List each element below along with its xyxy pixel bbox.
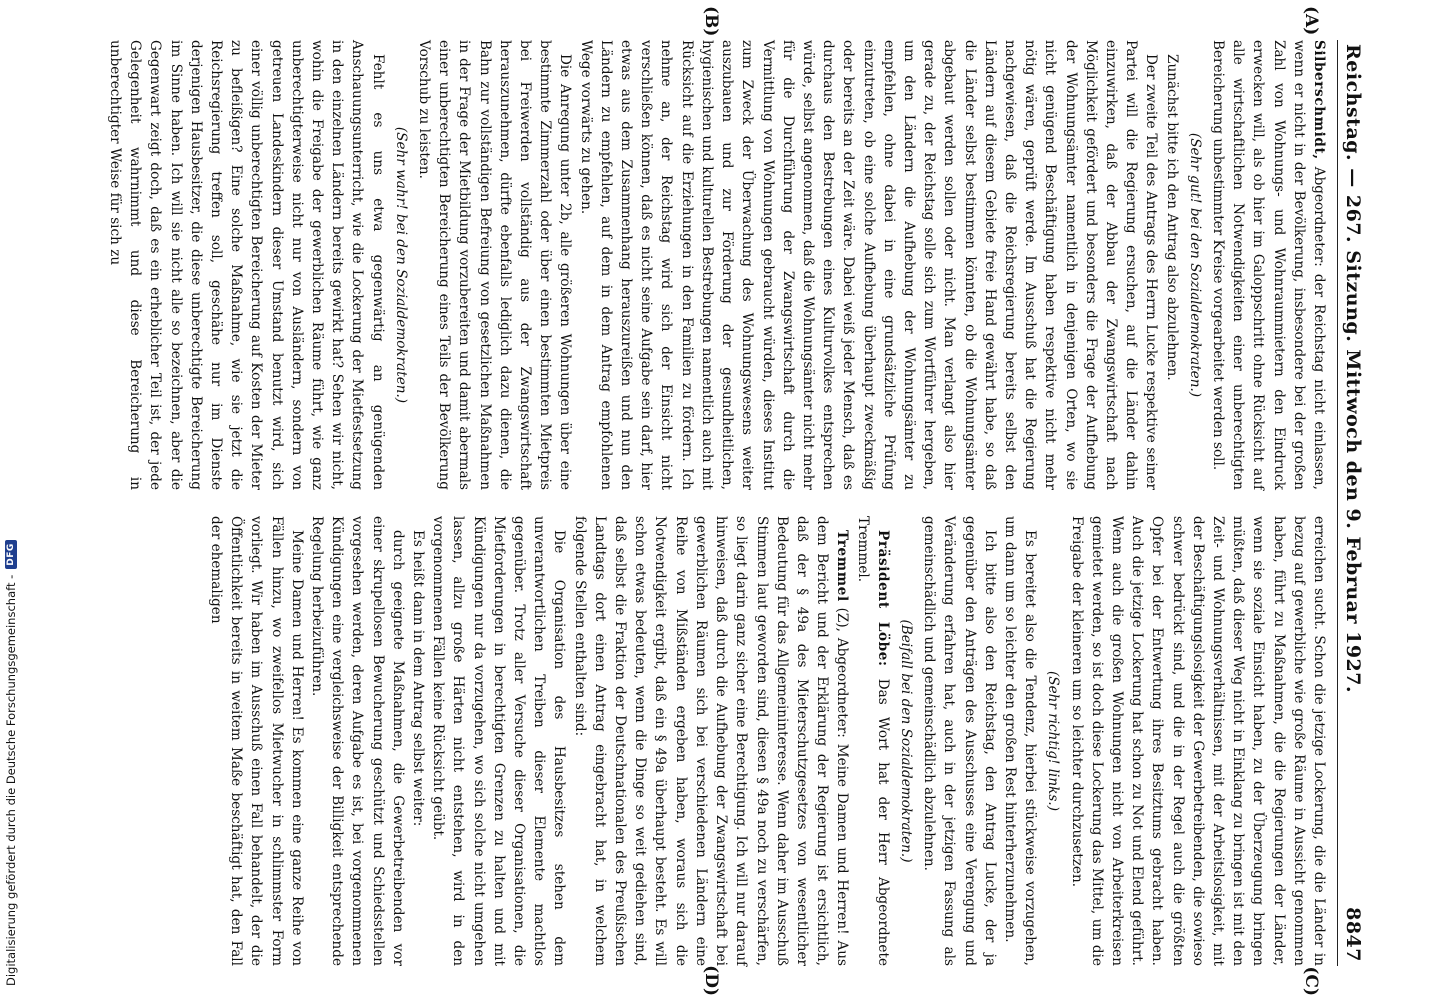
reaction: (Sehr wahr! bei den Sozialdemokraten.) (392, 126, 409, 404)
speaker-name: Präsident Löbe: (874, 530, 891, 667)
header-title: Reichstag. — 267. Sitzung. Mittwoch den 9. Februar 1927. (1342, 44, 1364, 694)
dfg-logo: DFG (5, 540, 17, 569)
speaker-name: Tremmel (834, 530, 851, 602)
left-column (107, 40, 1329, 491)
margin-mark-a: (A) (1301, 6, 1321, 36)
paragraph-text: Das Wort hat der Herr Abgeordnete Tremmel. (854, 516, 891, 966)
paragraph: Fehlt es uns etwa gegenwärtig an genügenden Anschauungsunterricht, wie die Lockerung der Mietfestsetzung in den einzelnen Ländern bereits gewirkt hat? Sehen wir nicht, wohin die Freigabe der gewerblichen Räume führt, wie ganz unberechtigterweise nicht nur von Ausländern, sondern von getreuen Landeskindern dieser Umstand benutzt wird, sich einer völlig unberechtigten Bereicherung auf Kosten der Mieter zu befleißigen? Eine solche Maßnahme, wie sie jetzt die Reichsregierung treffen soll, geschähe nur im Dienste derjenigen Hausbesitzer, die diese unberechtigte Bereicherung im Sinne haben. Ich will sie nicht alle so bezeichnen, aber die Gegenwart zeigt doch, daß es ein erheblicher Teil ist, der jede Gelegenheit wahrnimmt und diese Bereicherung in unberechtigter Weise für sich zu (107, 40, 386, 490)
speaker-role: (Z), Abgeordneter: (834, 607, 851, 738)
paragraph: erreichen sucht. Schon die jetzige Lockerung, die die Länder in bezug auf gewerbliche wie große Räume in Aussicht genommen haben, führt zu Maßnahmen, die die Regierungen der Länder, wenn sie soziale Einsicht haben, zu der Überzeugung bringen müßten, daß dieser Weg nicht in Einklang zu bringen ist mit den Zeit- und Wohnungsverhältnissen, mit der Arbeitslosigkeit, mit der Beschäftigungslosigkeit der Gewerbetreibenden, die sowieso schwer bedrückt sind, und die in der Regel auch die größten Opfer bei der Entwertung ihres Besitztums gebracht haben. Auch die jetzige Lockerung hat schon zu Not und Elend geführt. Wenn auch die großen Wohnungen nicht von Arbeiterkreisen gemietet werden, so ist doch diese Lockerung das Mittel, um die Freigabe der kleineren um so leichter durchzusetzen. (1068, 516, 1327, 966)
paragraph: durch geeignete Maßnahmen, die Gewerbetreibenden vor einer skrupellosen Bewucherung geschützt und Schiedsstellen vorgesehen werden, deren Aufgabe es ist, bei vorgenommenen Kündigungen eine vergleichsweise der Billigkeit entsprechende Regelung herbeizuführen. (309, 516, 406, 966)
paragraph-text: der Reichstag nicht einlassen, wenn er nicht in der Bevölkerung, insbesondere bei der großen Zahl von Wohnungs- und Wohnraummietern den Eindruck erwecken will, als ob hier im Galoppschritt ohne Rücksicht auf alle wirtschaftlichen Notwendigkeiten einer unberechtigten Bereicherung unbestimmter Kreise vorgearbeitet werden soll. (1209, 40, 1327, 491)
reaction: (Sehr gut! bei den Sozialdemokraten.) (1186, 132, 1203, 398)
speaker-role: Abgeordneter: (1311, 166, 1327, 267)
paragraph (569, 516, 852, 966)
right-column (124, 516, 1329, 966)
text-columns (107, 6, 1329, 996)
paragraph: Meine Damen und Herren! Es kommen eine ganze Reihe von Fällen hinzu, wo zweifellos Mietwucher in schlimmster Form vorliegt. Wir haben im Ausschuß einen Fall behandelt, der die Öffentlichkeit bereits in weitem Maße beschäftigt hat, den Fall der ehemaligen (208, 516, 305, 966)
paragraph: Ich bitte also den Reichstag, den Antrag Lucke, der ja gegenüber den Anträgen des Ausschusses eine Verengung und Veränderung erfahren hat, auch in der jetzigen Fassung als gemeinschädlich und gemeinschädlich abzulehnen. (921, 516, 998, 966)
speaker-name: Silberschmidt, (1311, 40, 1327, 160)
sidebar-credit-text: Digitalisierung gefördert durch die Deutsche Forschungsgemeinschaft - (4, 574, 18, 986)
scanned-page (96, 0, 1386, 1000)
paragraph: Die Organisation des Hausbesitzes stehen dem unverantwortlichen Treiben dieser Elemente machtlos gegenüber. Trotz aller Versuche dieser Organisationen, die Mietforderungen in berechtigten Grenzen zu halten und mit Kündigungen nur da vorzugehen, wo sich solche nicht umgehen lassen, allzu große Härten nicht entstehen, wird in den vorgenommenen Fällen keine Rücksicht geübt. (430, 516, 568, 966)
paragraph: Es heißt dann in dem Antrag selbst weiter: (410, 530, 427, 827)
sidebar-credit (4, 540, 18, 986)
reaction: (Beifall bei den Sozialdemokraten.) (897, 619, 914, 863)
paragraph: Die Anregung unter 2b, alle größeren Wohnungen über eine bestimmte Zimmerzahl oder über einen bestimmten Mietpreis bei Freiwerden vollständig aus der Zwangswirtschaft herauszunehmen, dürfte ebenfalls lediglich dazu dienen, die Bahn zur vollständigen Befreiung von gesetzlichen Maßnahmen in der Frage der Mietbildung vorzubereiten und damit abermals einer unberechtigten Bereicherung eines Teils der Bevölkerung Vorschub zu leisten. (416, 40, 574, 490)
paragraph: Zunächst bitte ich den Antrag also abzulehnen. (1163, 54, 1180, 381)
paragraph (1208, 40, 1329, 490)
margin-mark-c: (C) (1301, 966, 1321, 996)
paragraph: Es bereitet also die Tendenz, hierbei stückweise vorzugehen, um dann um so leichter den großen Rest hinterherzunehmen. (1001, 516, 1039, 966)
page-header (1337, 40, 1364, 966)
sidebar (0, 0, 24, 1000)
paragraph: Der zweite Teil des Antrags des Herrn Lucke respektive seiner Partei will die Regierung ersuchen, auf die Länder dahin einzuwirken, daß der Abbau der Zwangswirtschaft nach Möglichkeit gefördert und besonders die Frage der Aufhebung der Wohnungsämter namentlich in denjenigen Orten, wo sie nicht genügend Beschäftigung haben respektive nicht mehr nötig wären, geprüft werde. Im Ausschuß hat die Regierung nachgewiesen, daß die Reichsregierung bereits selbst den Ländern auf diesem Gebiete freie Hand gewährt habe, so daß die Länder selbst bestimmen könnten, ob die Wohnungsämter abgebaut werden sollen oder nicht. Man verlangt also hier gerade zu, der Reichstag solle sich zum Wortführer hergeben, um den Ländern die Aufhebung der Wohnungsämter zu empfehlen, ohne dabei in eine grundsätzliche Prüfung einzutreten, ob eine solche Aufhebung überhaupt zweckmäßig oder bereits an der Zeit wäre. Dabei weiß jeder Mensch, daß es durchaus den Bestrebungen eines Kulturvolkes entsprechen würde, selbst angenommen, daß die Wohnungsämter nicht mehr für die Durchführung der Zwangswirtschaft durch die Vermittlung von Wohnungen gebraucht würden, dieses Institut zum Zweck der Überwachung des Wohnungswesens weiter auszubauen und zur Förderung der gesundheitlichen, hygienischen und kulturellen Bestrebungen namentlich auch mit Rücksicht auf die Erziehungen in den Familien zu fördern. Ich nehme an, der Reichstag wird sich der Einsicht nicht verschließen können, daß es nicht seine Aufgabe sein darf, hier etwas aus dem Zusammenhang herauszureißen und nun den Ländern zu empfehlen, auf dem in dem Antrag empfohlenen Wege vorwärts zu gehen. (577, 40, 1160, 490)
reaction: (Sehr richtig! links.) (1045, 670, 1062, 812)
page-number: 8847 (1342, 907, 1364, 962)
margin-mark-d: (D) (701, 965, 721, 996)
paragraph (852, 516, 892, 966)
paragraph-text: Meine Damen und Herren! Aus dem Bericht und der Erklärung der Regierung ist ersichtlich, daß der § 49a des Mieterschutzgesetzes von wesentlicher Bedeutung für das Allgemeininteresse. Wenn daher im Ausschuß Stimmen laut geworden sind, diesen § 49a noch zu verschärfen, so liegt darin ganz sicher eine Berechtigung. Ich will nur darauf hinweisen, daß durch die Aufhebung der Zwangswirtschaft bei gewerblichen Räumen sich bei verschiedenen Ländern eine Reihe von Mißständen ergeben haben, woraus sich die Notwendigkeit ergibt, daß ein § 49a überhaupt besteht. Es will schon etwas bedeuten, wenn die Dinge so weit gediehen sind, daß selbst die Fraktion der Deutschnationalen des Preußischen Landtags dort einen Antrag eingebracht hat, in welchem folgende Stellen enthalten sind: (571, 516, 851, 966)
margin-mark-b: (B) (701, 6, 721, 37)
